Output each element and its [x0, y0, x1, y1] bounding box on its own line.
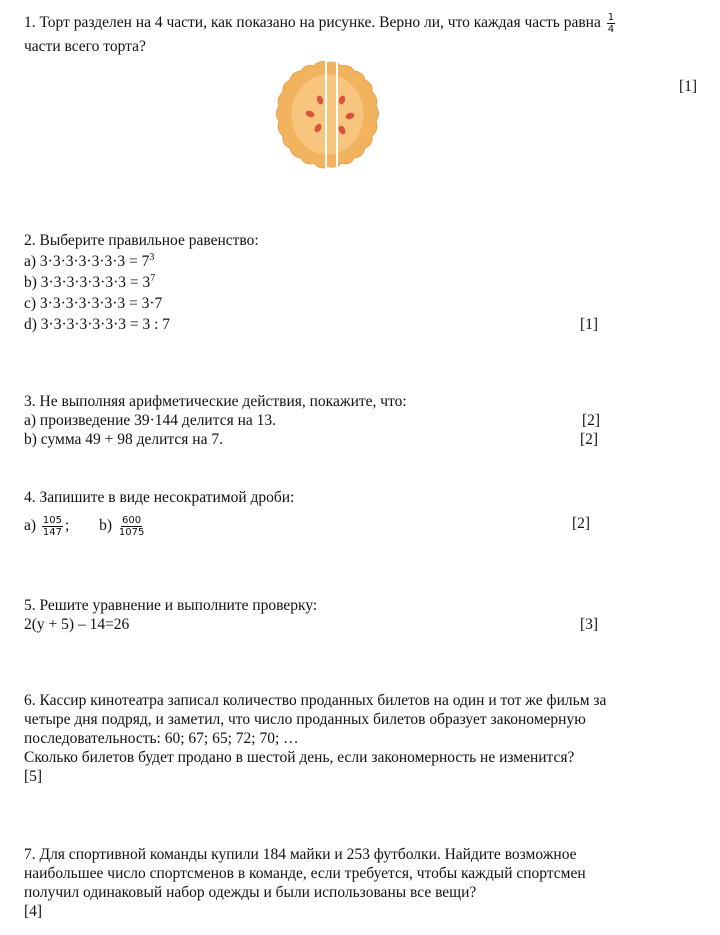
q7-line3: получил одинаковый набор одежды и были использованы все вещи?: [24, 884, 477, 901]
q7-line1: 7. Для спортивной команды купили 184 майки и 253 футболки. Найдите возможное: [24, 846, 577, 863]
q4-separator: ;: [65, 517, 70, 534]
q3-a-mark: [2]: [582, 412, 601, 429]
q1-text: 1. Торт разделен на 4 части, как показано на рисунке. Верно ли, что каждая часть равна: [24, 14, 601, 32]
q4-title: 4. Запишите в виде несократимой дроби:: [24, 489, 295, 506]
q5-title: 5. Решите уравнение и выполните проверку:: [24, 597, 318, 614]
q7-line2: наибольшее число спортсменов в команде, если требуется, чтобы каждый спортсмен: [24, 865, 586, 882]
q6-line3: последовательность: 60; 67; 65; 72; 70; …: [24, 730, 299, 747]
q7-mark: [4]: [24, 903, 43, 920]
q4-a-label: a): [24, 517, 37, 534]
q4-b-label: b): [99, 517, 112, 534]
q4-a-fraction: $\frac{105}{147}$: [42, 514, 63, 538]
pie-icon: [270, 58, 385, 173]
q1-mark: [1]: [679, 78, 698, 95]
q4-fractions: [24, 511, 147, 541]
q2-option-a: a) $3\cdot 3\cdot 3\cdot 3\cdot 3\cdot 3\cdot 3 = 7^3$: [24, 252, 155, 270]
q3-option-a: a) произведение 39·144 делится на 13.: [24, 412, 276, 429]
q1-fraction: $\frac{1}{4}$: [607, 12, 615, 35]
q3-title: 3. Не выполняя арифметические действия, покажите, что:: [24, 393, 407, 410]
q1-line1: [24, 12, 617, 35]
q6-mark: [5]: [24, 768, 43, 785]
q2-title: 2. Выберите правильное равенство:: [24, 232, 259, 249]
q3-b-mark: [2]: [580, 431, 599, 448]
q4-mark: [2]: [572, 515, 591, 532]
q6-line1: 6. Кассир кинотеатра записал количество проданных билетов на один и тот же фильм за: [24, 692, 607, 709]
q6-line2: четыре дня подряд, и заметил, что число проданных билетов образует закономерную: [24, 711, 586, 728]
q2-option-c: c) 3·3·3·3·3·3·3 = 3·7: [24, 295, 163, 312]
q4-b-fraction: $\frac{600}{1075}$: [118, 514, 145, 538]
q2-option-b: b) $3\cdot 3\cdot 3\cdot 3\cdot 3\cdot 3\cdot 3 = 3^7$: [24, 273, 156, 291]
q5-mark: [3]: [580, 616, 599, 633]
q1-line2: части всего торта?: [24, 38, 146, 55]
q2-mark: [1]: [580, 316, 599, 333]
q5-equation: 2(y + 5) – 14=26: [24, 616, 130, 633]
q2-option-d: d) 3·3·3·3·3·3·3 = 3 : 7: [24, 316, 171, 333]
q6-line4: Сколько билетов будет продано в шестой день, если закономерность не изменится?: [24, 749, 575, 766]
q3-option-b: b) сумма 49 + 98 делится на 7.: [24, 431, 223, 448]
